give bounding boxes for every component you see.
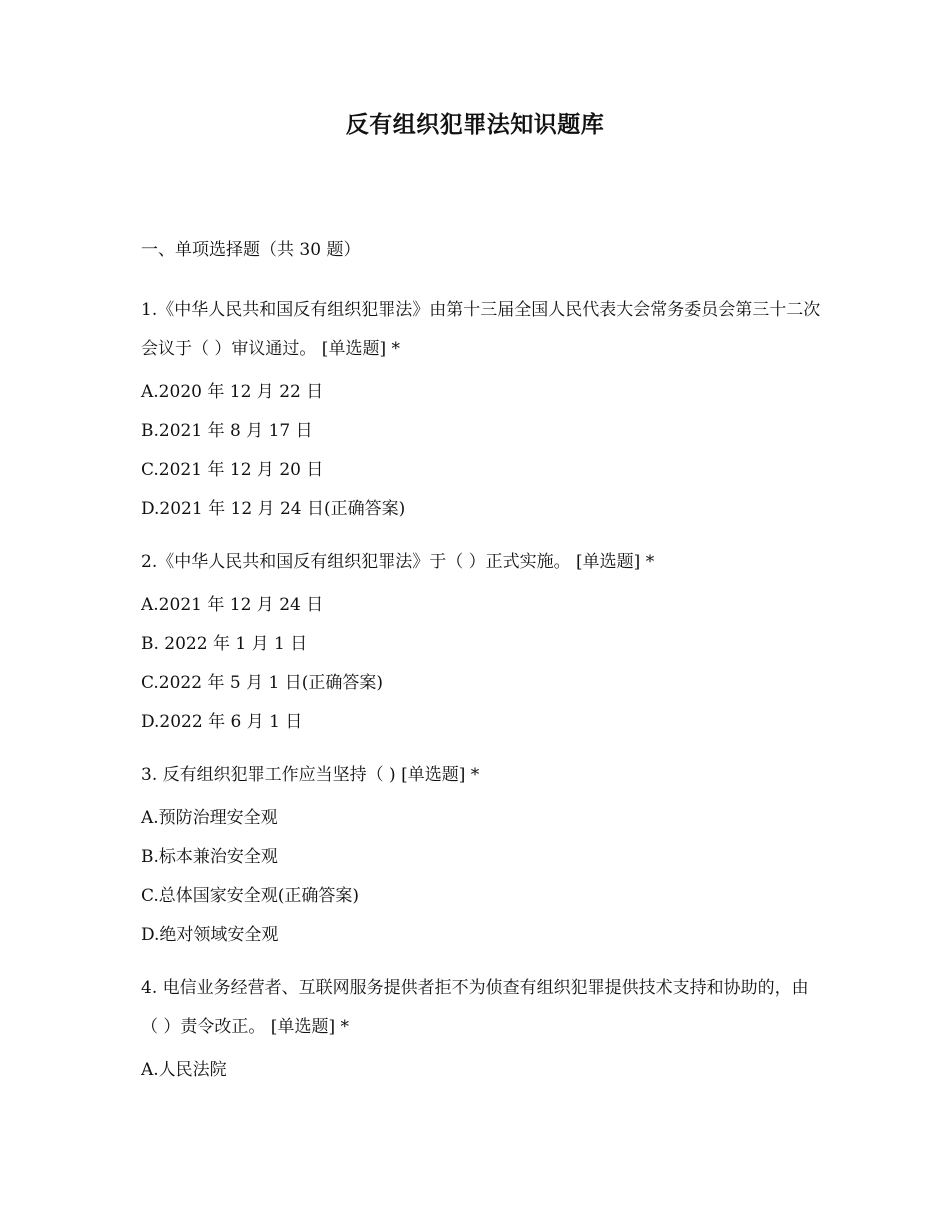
question-1 [141,291,821,529]
question-text: 3. 反有组织犯罪工作应当坚持（ ) [单选题] * [141,765,480,785]
question-2 [141,543,821,742]
question-list [141,291,821,1090]
option-b: B.标本兼治安全观 [141,847,278,867]
section-heading: 一、单项选择题（共 30 题） [141,240,361,260]
question-text: 1.《中华人民共和国反有组织犯罪法》由第十三届全国人民代表大会常务委员会第三十二次会议于（ ）审议通过。 [单选题] * [141,300,821,359]
option-a: A.预防治理安全观 [141,808,278,828]
option-d: D.2022 年 6 月 1 日 [141,712,303,732]
question-text: 2.《中华人民共和国反有组织犯罪法》于（ ）正式实施。 [单选题] * [141,552,655,572]
document-title: 反有组织犯罪法知识题库 [345,111,605,138]
option-b: B. 2022 年 1 月 1 日 [141,634,308,654]
option-c: C.2022 年 5 月 1 日(正确答案) [141,673,383,693]
option-d: D.绝对领域安全观 [141,925,279,945]
question-gap [141,955,821,969]
option-d: D.2021 年 12 月 24 日(正确答案) [141,499,406,519]
option-b: B.2021 年 8 月 17 日 [141,421,313,441]
option-c: C.2021 年 12 月 20 日 [141,460,324,480]
question-3 [141,756,821,955]
question-gap [141,529,821,543]
option-a: A.2021 年 12 月 24 日 [141,595,324,615]
option-a: A.人民法院 [141,1060,227,1080]
question-4 [141,969,821,1090]
option-c: C.总体国家安全观(正确答案) [141,886,360,906]
question-gap [141,742,821,756]
option-a: A.2020 年 12 月 22 日 [141,382,324,402]
question-text: 4. 电信业务经营者、互联网服务提供者拒不为侦查有组织犯罪提供技术支持和协助的，由（ ）责令改正。 [单选题] * [141,978,809,1037]
